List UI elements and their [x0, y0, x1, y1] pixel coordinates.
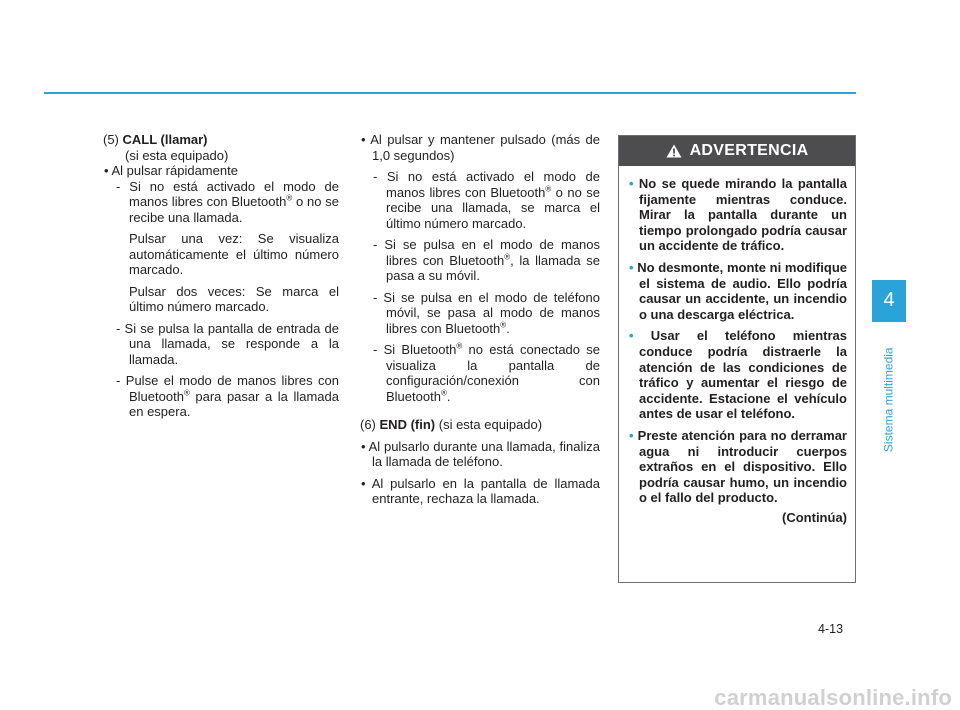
warning-body: [619, 166, 855, 525]
section-number: (5): [103, 132, 119, 147]
warning-header: [619, 136, 855, 166]
section-title: CALL (llamar): [122, 132, 208, 147]
left-column: [103, 132, 339, 420]
dash-item: - Si no está activado el modo de manos libres con Bluetooth® o no se recibe una llamada.: [116, 178, 339, 225]
warning-box: [618, 135, 856, 583]
warning-item: • No se quede mirando la pantalla fijamente mientras conduce. Mirar la pantalla durante un tiempo prolongado podría causar un accidente de tráfico.: [629, 176, 847, 254]
section-6-heading: [360, 417, 600, 433]
warning-item: • Preste atención para no derramar agua ni introducir cuerpos extraños en el dispositivo. Ello podría causar humo, un incendio o el fallo del producto.: [629, 427, 847, 506]
page-number: 4-13: [818, 622, 844, 636]
dash-item: - Si Bluetooth® no está conectado se visualiza la pantalla de configuración/conexión con Bluetooth®.: [373, 341, 600, 404]
watermark: carmanualsonline.info: [714, 684, 952, 710]
bullet-item: • Al pulsarlo en la pantalla de llamada entrante, rechaza la llamada.: [361, 475, 600, 506]
paragraph: Pulsar dos veces: Se marca el último número marcado.: [129, 283, 339, 314]
bullet-item: • Al pulsar rápidamente: [104, 163, 238, 178]
paragraph: Pulsar una vez: Se visualiza automáticamente el último número marcado.: [129, 231, 339, 277]
chapter-label: [872, 330, 906, 470]
section-5-heading: [103, 132, 339, 148]
section-number: (6): [360, 417, 376, 432]
section-subtitle: (si esta equipado): [438, 417, 543, 432]
chapter-tab: [872, 280, 906, 322]
dash-item: - Si se pulsa la pantalla de entrada de una llamada, se responde a la llamada.: [116, 320, 339, 367]
section-subtitle: (si esta equipado): [125, 147, 229, 163]
bullet-item: • Al pulsarlo durante una llamada, finaliza la llamada de teléfono.: [361, 438, 600, 469]
warning-item: • No desmonte, monte ni modifique el sistema de audio. Ello podría causar un accidente, un incendio o una descarga eléctrica.: [629, 259, 847, 322]
dash-item: - Pulse el modo de manos libres con Bluetooth® para pasar a la llamada en espera.: [116, 373, 339, 419]
dash-item: - Si se pulsa en el modo de manos libres con Bluetooth®, la llamada se pasa a su móvil.: [373, 237, 600, 283]
chapter-title: Sistema multimedia: [881, 347, 896, 453]
dash-item: - Si se pulsa en el modo de teléfono móvil, se pasa al modo de manos libres con Bluetooth®.: [373, 289, 600, 336]
warning-triangle-icon: [666, 144, 682, 158]
warning-item: • Usar el teléfono mientras conduce podría distraerle la atención de las condiciones de tráfico y aumentar el riesgo de accidente. Estacione el vehículo antes de usar el teléfono.: [629, 328, 847, 422]
continued-label: (Continúa): [782, 509, 847, 525]
warning-title: ADVERTENCIA: [689, 142, 809, 160]
section-title: END (fin): [379, 417, 436, 432]
chapter-number: 4: [883, 289, 895, 312]
dash-item: - Si no está activado el modo de manos libres con Bluetooth® o no se recibe una llamada, se marca el último número marcado.: [373, 169, 600, 231]
middle-column: [360, 132, 600, 507]
bullet-item: • Al pulsar y mantener pulsado (más de 1,0 segundos): [361, 132, 600, 163]
top-rule: [44, 92, 856, 94]
